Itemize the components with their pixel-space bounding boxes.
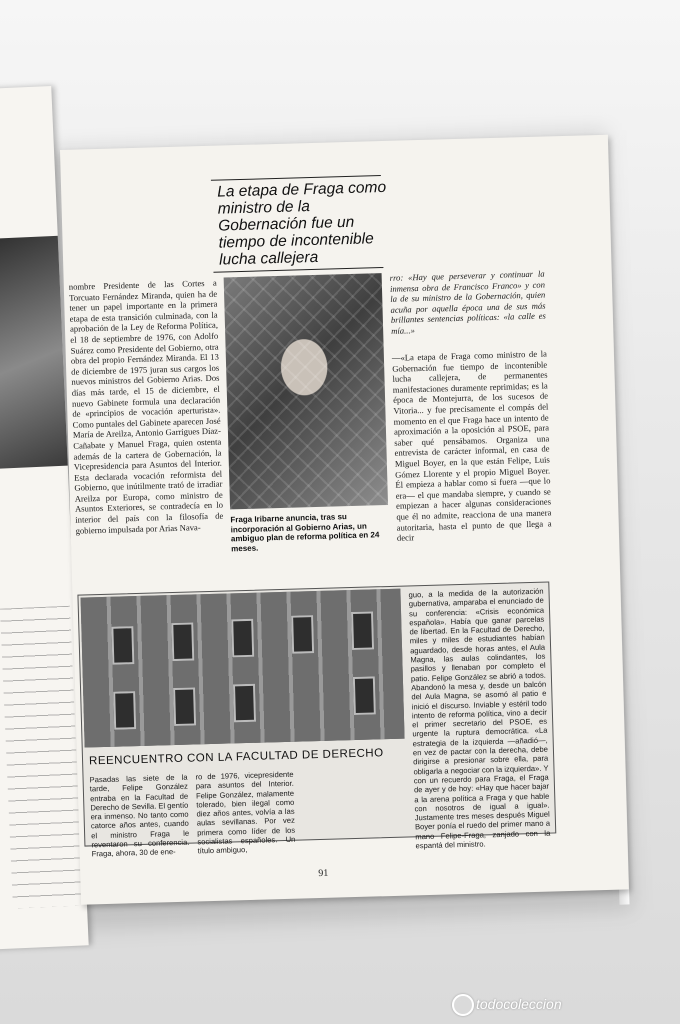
column-right: —«La etapa de Fraga como ministro de la Gobernación fue tiempo de incontenible lucha callejera, de permanentes manifestaciones duramente reprimidas; es la época de Montejurra, de los sucesos de Vitoria... y fue precisamente el compás del momento en el que Fraga hace un intento de aproximación a la oposición al PSOE, para saber qué pensábamos. Organiza una entrevista de carácter informal, en casa de Miguel Boyer, en la que están Felipe, Luis Gómez Llorente y el propio Miguel Boyer. Él empieza a hablar como si fuera —que lo era— el que mandaba siempre, y cuando se empiezan a hacer algunas consideraciones que él no admite, reacciona de una manera autoritaria, hasta el punto de que llega a decir [391, 348, 552, 543]
box-title: REENCUENTRO CON LA FACULTAD DE DERECHO [88, 747, 384, 768]
faculty-photo [81, 589, 405, 748]
fraga-photo [224, 273, 388, 509]
column-right-quote: rro: «Hay que perseverar y continuar la inmensa obra de Francisco Franco» y con la de su ministro de la Gobernación, quien acuña por aquella época una de sus más brillantes sentencias políticas: «la calle es mía...» [389, 268, 546, 336]
headline: La etapa de Fraga como ministro de la Gobernación fue un tiempo de incontenible lucha callejera [217, 178, 387, 269]
watermark-logo-icon [452, 994, 474, 1016]
magazine-page [60, 135, 629, 905]
box-column-2: ro de 1976, vicepresidente para asuntos del Interior. Felipe González, malamente tolerado, bien ilegal como diez años antes, volvía a las aulas sevillanas. Por vez primera como líder de los socialistas españoles. Un título ambiguo, [195, 769, 296, 856]
photo-caption: Fraga Iribarne anuncia, tras su incorporación al Gobierno Arias, un ambiguo plan de reforma política en 24 meses. [230, 512, 380, 554]
box-column-1: Pasadas las siete de la tarde, Felipe González entraba en la Facultad de Derecho de Sevilla. El gentío era inmenso. No tanto como catorce años antes, cuando el ministro Fraga le reventaron su conferencia. Fraga, ahora, 30 de ene- [89, 772, 190, 859]
page-number: 91 [318, 867, 329, 880]
sidebar-box [77, 582, 556, 859]
left-page-text [0, 606, 83, 909]
column-left: nombre Presidente de las Cortes a Torcuato Fernández Miranda, quien ha de tener un papel importante en la primera etapa de esta transición culminada, con la aprobación de la Ley de Reforma Política, el 18 de septiembre de 1976, con Adolfo Suárez como Presidente del Gobierno, otra obra del propio Fernández Miranda. El 13 de diciembre de 1975 juran sus cargos los nuevos ministros del Gobierno Arias. Dos días más tarde, el 15 de diciembre, el nuevo Gabinete formula una declaración de «principios de vocación aperturista». Como puntales del Gabinete aparecen José María de Areilza, Antonio Garrigues Díaz-Cañabate y Manuel Fraga, quien ostenta además de la cartera de Gobernación, la Vicepresidencia para Asuntos del Interior. Esta declarada vocación reformista del Gobierno, que inútilmente trató de irradiar Areilza por Europa, como ministro de Asuntos Exteriores, se contradecía en lo interior del país con la filosofía de gobierno impulsada por Arias Nava- [68, 277, 224, 536]
watermark: todocoleccion [476, 996, 562, 1012]
box-column-3: guo, a la medida de la autorización gubernativa, amparaba el enunciado de su conferencia: «Crisis económica española». Había que ganar parcelas de libertad. En la Facultad de Derecho, miles y miles de estudiantes habían aguardado, desde horas antes, el Aula Magna, las aulas colindantes, los pasillos y llenaban por completo el patio. Felipe González se abrió a todos. Abandonó la mesa y, desde un balcón del Aula Magna, se asomó al patio e inició el discurso. Inviable y estéril todo intento de reforma política, vino a decir el primer secretario del PSOE, es urgente la ruptura democrática. «La estrategia de la izquierda —añadió—, en vez de pactar con la derecha, debe dirigirse a presionar sobre ella, para obligarla a negociar con la izquierda». Y con un recuerdo para Fraga, el Fraga de ayer y de hoy: «Hay que hacer bajar a la arena política a Fraga y que hable con nosotros de igual a igual». Justamente tres meses después Miguel Boyer ponía el ruedo del primer mano a mano Felipe-Fraga, zanjado con la espantá del ministro. [408, 586, 551, 851]
